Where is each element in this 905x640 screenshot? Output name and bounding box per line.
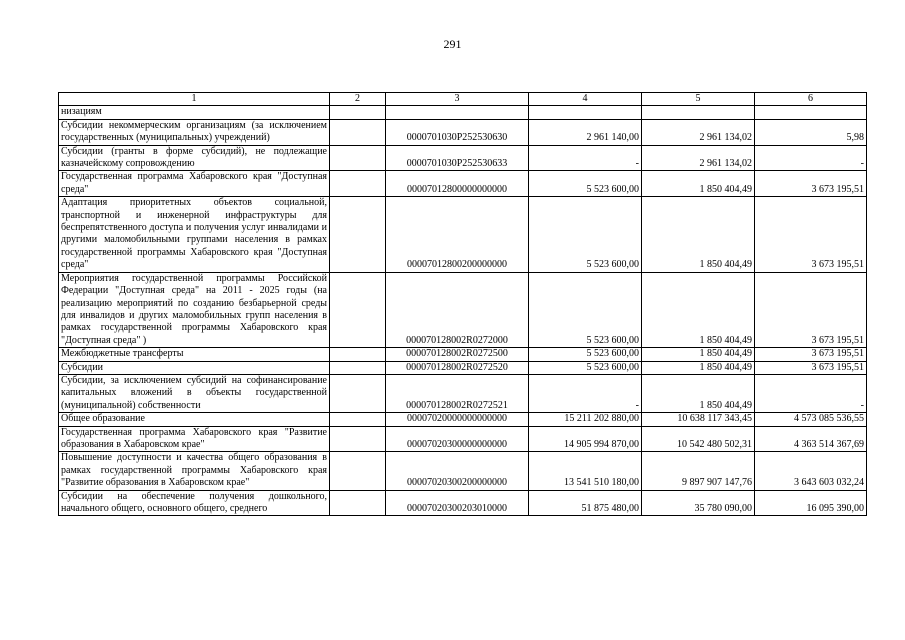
row-name: Субсидии [59,361,330,374]
row-col6: 5,98 [755,119,867,145]
row-name: Субсидии некоммерческим организациям (за исключением государственных (муниципальных) учреждений) [59,119,330,145]
row-col4: 13 541 510 180,00 [529,452,642,490]
header-col-3: 3 [386,93,529,106]
row-col6: 3 673 195,51 [755,171,867,197]
page-number: 291 [443,37,462,51]
row-code: 00007012800200000000 [386,197,529,272]
row-col2 [330,490,386,516]
row-code: 00007020300203010000 [386,490,529,516]
table-row [59,197,867,272]
header-row [59,93,867,106]
row-code: 0000701030P252530630 [386,119,529,145]
row-code: 000070128002R0272500 [386,348,529,361]
row-name: Межбюджетные трансферты [59,348,330,361]
row-name: Субсидии, за исключением субсидий на софинансирование капитальных вложений в объекты государственной (муниципальной) собственности [59,374,330,412]
table-row [59,374,867,412]
table-row [59,413,867,426]
table-row [59,426,867,452]
row-col6: 3 643 603 032,24 [755,452,867,490]
table-row [59,490,867,516]
row-col6: 3 673 195,51 [755,348,867,361]
row-col5: 2 961 134,02 [642,145,755,171]
row-col2 [330,145,386,171]
row-col4: 5 523 600,00 [529,348,642,361]
row-col5: 10 542 480 502,31 [642,426,755,452]
row-col2 [330,272,386,347]
header-col-6: 6 [755,93,867,106]
row-name: Адаптация приоритетных объектов социальной, транспортной и инженерной инфраструктуры для беспрепятственного доступа и получения услуг инвалидами и другими маломобильными группами населения в рамках государственной программы Хабаровского края "Доступная среда" [59,197,330,272]
row-code: 0000701030P252530633 [386,145,529,171]
row-col5: 9 897 907 147,76 [642,452,755,490]
row-col6: - [755,374,867,412]
row-name: Государственная программа Хабаровского края "Доступная среда" [59,171,330,197]
row-col5: 1 850 404,49 [642,171,755,197]
header-col-5: 5 [642,93,755,106]
row-col5 [642,106,755,119]
row-name: Субсидии на обеспечение получения дошкольного, начального общего, основного общего, среднего [59,490,330,516]
row-col5: 1 850 404,49 [642,348,755,361]
row-col5: 10 638 117 343,45 [642,413,755,426]
row-col2 [330,374,386,412]
header-col-1: 1 [59,93,330,106]
row-col6: - [755,145,867,171]
row-col4: 5 523 600,00 [529,272,642,347]
row-col5: 1 850 404,49 [642,361,755,374]
row-col5: 1 850 404,49 [642,272,755,347]
row-col6: 3 673 195,51 [755,272,867,347]
row-col4: 2 961 140,00 [529,119,642,145]
table-row [59,119,867,145]
row-col6: 4 573 085 536,55 [755,413,867,426]
row-col4: - [529,374,642,412]
row-code: 00007020300000000000 [386,426,529,452]
row-col4: 5 523 600,00 [529,361,642,374]
row-col4 [529,106,642,119]
row-code: 000070128002R0272520 [386,361,529,374]
row-col4: 51 875 480,00 [529,490,642,516]
row-col6: 16 095 390,00 [755,490,867,516]
row-name: Повышение доступности и качества общего образования в рамках государственной программы Хабаровского края "Развитие образования в Хабаровском крае" [59,452,330,490]
row-col4: 5 523 600,00 [529,197,642,272]
row-name: Мероприятия государственной программы Российской Федерации "Доступная среда" на 2011 - 2025 годы (на реализацию мероприятий по созданию безбарьерной среды для инвалидов и других маломобильных групп населения в рамках государственной программы Хабаровского края "Доступная среда" ) [59,272,330,347]
row-col4: 14 905 994 870,00 [529,426,642,452]
row-col2 [330,452,386,490]
row-name: Государственная программа Хабаровского края "Развитие образования в Хабаровском крае" [59,426,330,452]
row-code: 000070128002R0272521 [386,374,529,412]
table-row [59,348,867,361]
table-row [59,145,867,171]
table-row [59,171,867,197]
row-code: 00007020300200000000 [386,452,529,490]
row-col6: 3 673 195,51 [755,197,867,272]
row-name: низациям [59,106,330,119]
row-code: 00007020000000000000 [386,413,529,426]
row-col5: 35 780 090,00 [642,490,755,516]
row-col6: 3 673 195,51 [755,361,867,374]
row-col5: 1 850 404,49 [642,197,755,272]
row-name: Общее образование [59,413,330,426]
row-col2 [330,413,386,426]
row-name: Субсидии (гранты в форме субсидий), не подлежащие казначейскому сопровождению [59,145,330,171]
row-col5: 2 961 134,02 [642,119,755,145]
table-row [59,361,867,374]
row-col6: 4 363 514 367,69 [755,426,867,452]
table-row [59,452,867,490]
row-col2 [330,426,386,452]
row-code: 000070128002R0272000 [386,272,529,347]
row-col4: 15 211 202 880,00 [529,413,642,426]
table-row [59,272,867,347]
header-col-2: 2 [330,93,386,106]
row-code [386,106,529,119]
row-col6 [755,106,867,119]
row-code: 00007012800000000000 [386,171,529,197]
row-col2 [330,171,386,197]
header-col-4: 4 [529,93,642,106]
row-col4: - [529,145,642,171]
table-row [59,106,867,119]
budget-table [58,92,867,516]
row-col2 [330,348,386,361]
row-col4: 5 523 600,00 [529,171,642,197]
row-col2 [330,119,386,145]
row-col5: 1 850 404,49 [642,374,755,412]
row-col2 [330,106,386,119]
row-col2 [330,197,386,272]
row-col2 [330,361,386,374]
